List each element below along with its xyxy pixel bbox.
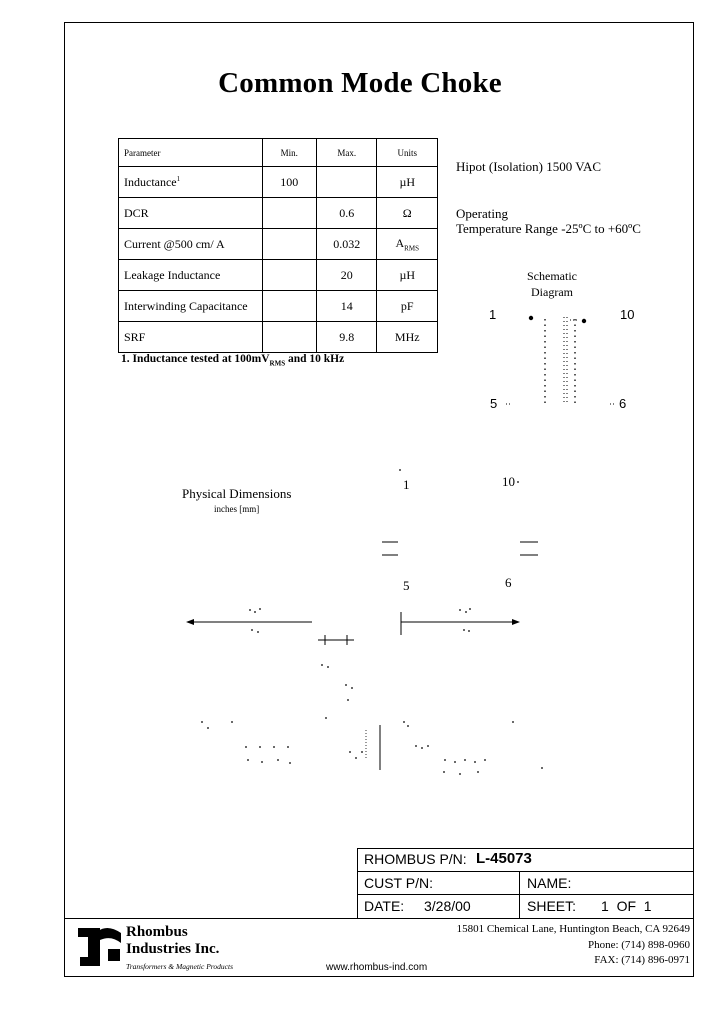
sheet-label: SHEET: [527, 898, 577, 914]
schematic-diagram [500, 305, 630, 410]
unit-cell: Ω [377, 198, 438, 229]
min-cell [262, 229, 316, 260]
date-label: DATE: [364, 898, 405, 914]
unit-cell: pF [377, 291, 438, 322]
max-cell: 0.032 [316, 229, 377, 260]
param-cell: DCR [119, 198, 263, 229]
company-address: 15801 Chemical Lane, Huntington Beach, CA 92649 [456, 923, 690, 935]
spec-table [118, 138, 438, 353]
rhombus-logo [78, 925, 122, 967]
header-units: Units [377, 139, 438, 167]
date-value: 3/28/00 [424, 898, 471, 914]
max-cell [316, 167, 377, 198]
customer-pn-label: CUST P/N: [364, 875, 433, 891]
arrowhead [512, 619, 520, 625]
min-cell [262, 291, 316, 322]
name-label: NAME: [527, 875, 572, 891]
sheet-value: 1 OF 1 [601, 898, 652, 914]
schematic-label-line1: Schematic [527, 269, 577, 283]
physical-dimension-drawing [170, 460, 570, 790]
polarity-dot-left [529, 316, 533, 320]
max-cell: 20 [316, 260, 377, 291]
min-cell: 100 [262, 167, 316, 198]
footnote [121, 353, 344, 367]
header-parameter: Parameter [119, 139, 263, 167]
max-cell: 9.8 [316, 322, 377, 353]
footnote-suffix: and 10 kHz [285, 353, 345, 365]
min-cell [262, 198, 316, 229]
max-cell: 0.6 [316, 198, 377, 229]
company-website: www.rhombus-ind.com [326, 962, 428, 973]
footnote-subscript: RMS [269, 359, 286, 368]
tb-line [357, 848, 358, 918]
param-cell: Interwinding Capacitance [119, 291, 263, 322]
temperature-range: Temperature Range -25ºC to +60ºC [456, 221, 641, 236]
schematic-pin-6: 6 [619, 396, 627, 411]
schematic-pin-5: 5 [490, 396, 498, 411]
table-row [119, 229, 438, 260]
physical-dimensions-units: inches [mm] [214, 504, 260, 514]
polarity-dot-right [582, 319, 586, 323]
tb-line [357, 894, 694, 895]
param-cell: SRF [119, 322, 263, 353]
table-row [119, 322, 438, 353]
schematic-pin-1: 1 [489, 307, 497, 322]
schematic-pin-10: 10 [620, 307, 635, 322]
unit-cell: µH [377, 260, 438, 291]
unit-cell: MHz [377, 322, 438, 353]
max-cell: 14 [316, 291, 377, 322]
unit-subscript: RMS [404, 244, 419, 253]
table-header-row [119, 139, 438, 167]
company-tagline: Transformers & Magnetic Products [126, 962, 234, 971]
footnote-prefix: 1. Inductance tested at 100mV [121, 353, 270, 365]
tb-line [519, 871, 520, 918]
tb-line [357, 871, 694, 872]
tb-line [357, 848, 694, 849]
package-pin-1: 1 [403, 477, 410, 492]
table-row [119, 198, 438, 229]
unit-cell: µH [377, 167, 438, 198]
param-cell: Inductance [124, 174, 177, 189]
unit-cell: A [395, 235, 405, 250]
param-cell: Leakage Inductance [119, 260, 263, 291]
table-row [119, 167, 438, 198]
physical-dimensions-title: Physical Dimensions [182, 486, 292, 501]
header-max: Max. [316, 139, 377, 167]
min-cell [262, 322, 316, 353]
table-row [119, 291, 438, 322]
min-cell [262, 260, 316, 291]
param-cell: Current @500 cm/ A [119, 229, 263, 260]
part-number-value: L-45073 [476, 850, 532, 867]
company-phone: Phone: (714) 898-0960 [587, 939, 690, 951]
tb-line [64, 918, 694, 919]
arrowhead [186, 619, 194, 625]
part-number-label: RHOMBUS P/N: [364, 851, 467, 867]
table-row [119, 260, 438, 291]
package-pin-6: 6 [505, 575, 512, 590]
header-min: Min. [262, 139, 316, 167]
footnote-mark: 1 [176, 174, 181, 183]
company-fax: FAX: (714) 896-0971 [594, 954, 690, 966]
hipot-text: Hipot (Isolation) 1500 VAC [456, 159, 602, 174]
package-pin-10: 10 [502, 474, 515, 489]
schematic-label-line2: Diagram [531, 285, 573, 299]
company-name-line2: Industries Inc. [126, 941, 220, 957]
page-title: Common Mode Choke [218, 67, 502, 99]
package-pin-5: 5 [403, 578, 410, 593]
schematic-label [512, 268, 592, 300]
company-name-line1: Rhombus [126, 924, 188, 940]
operating-label: Operating [456, 206, 508, 221]
